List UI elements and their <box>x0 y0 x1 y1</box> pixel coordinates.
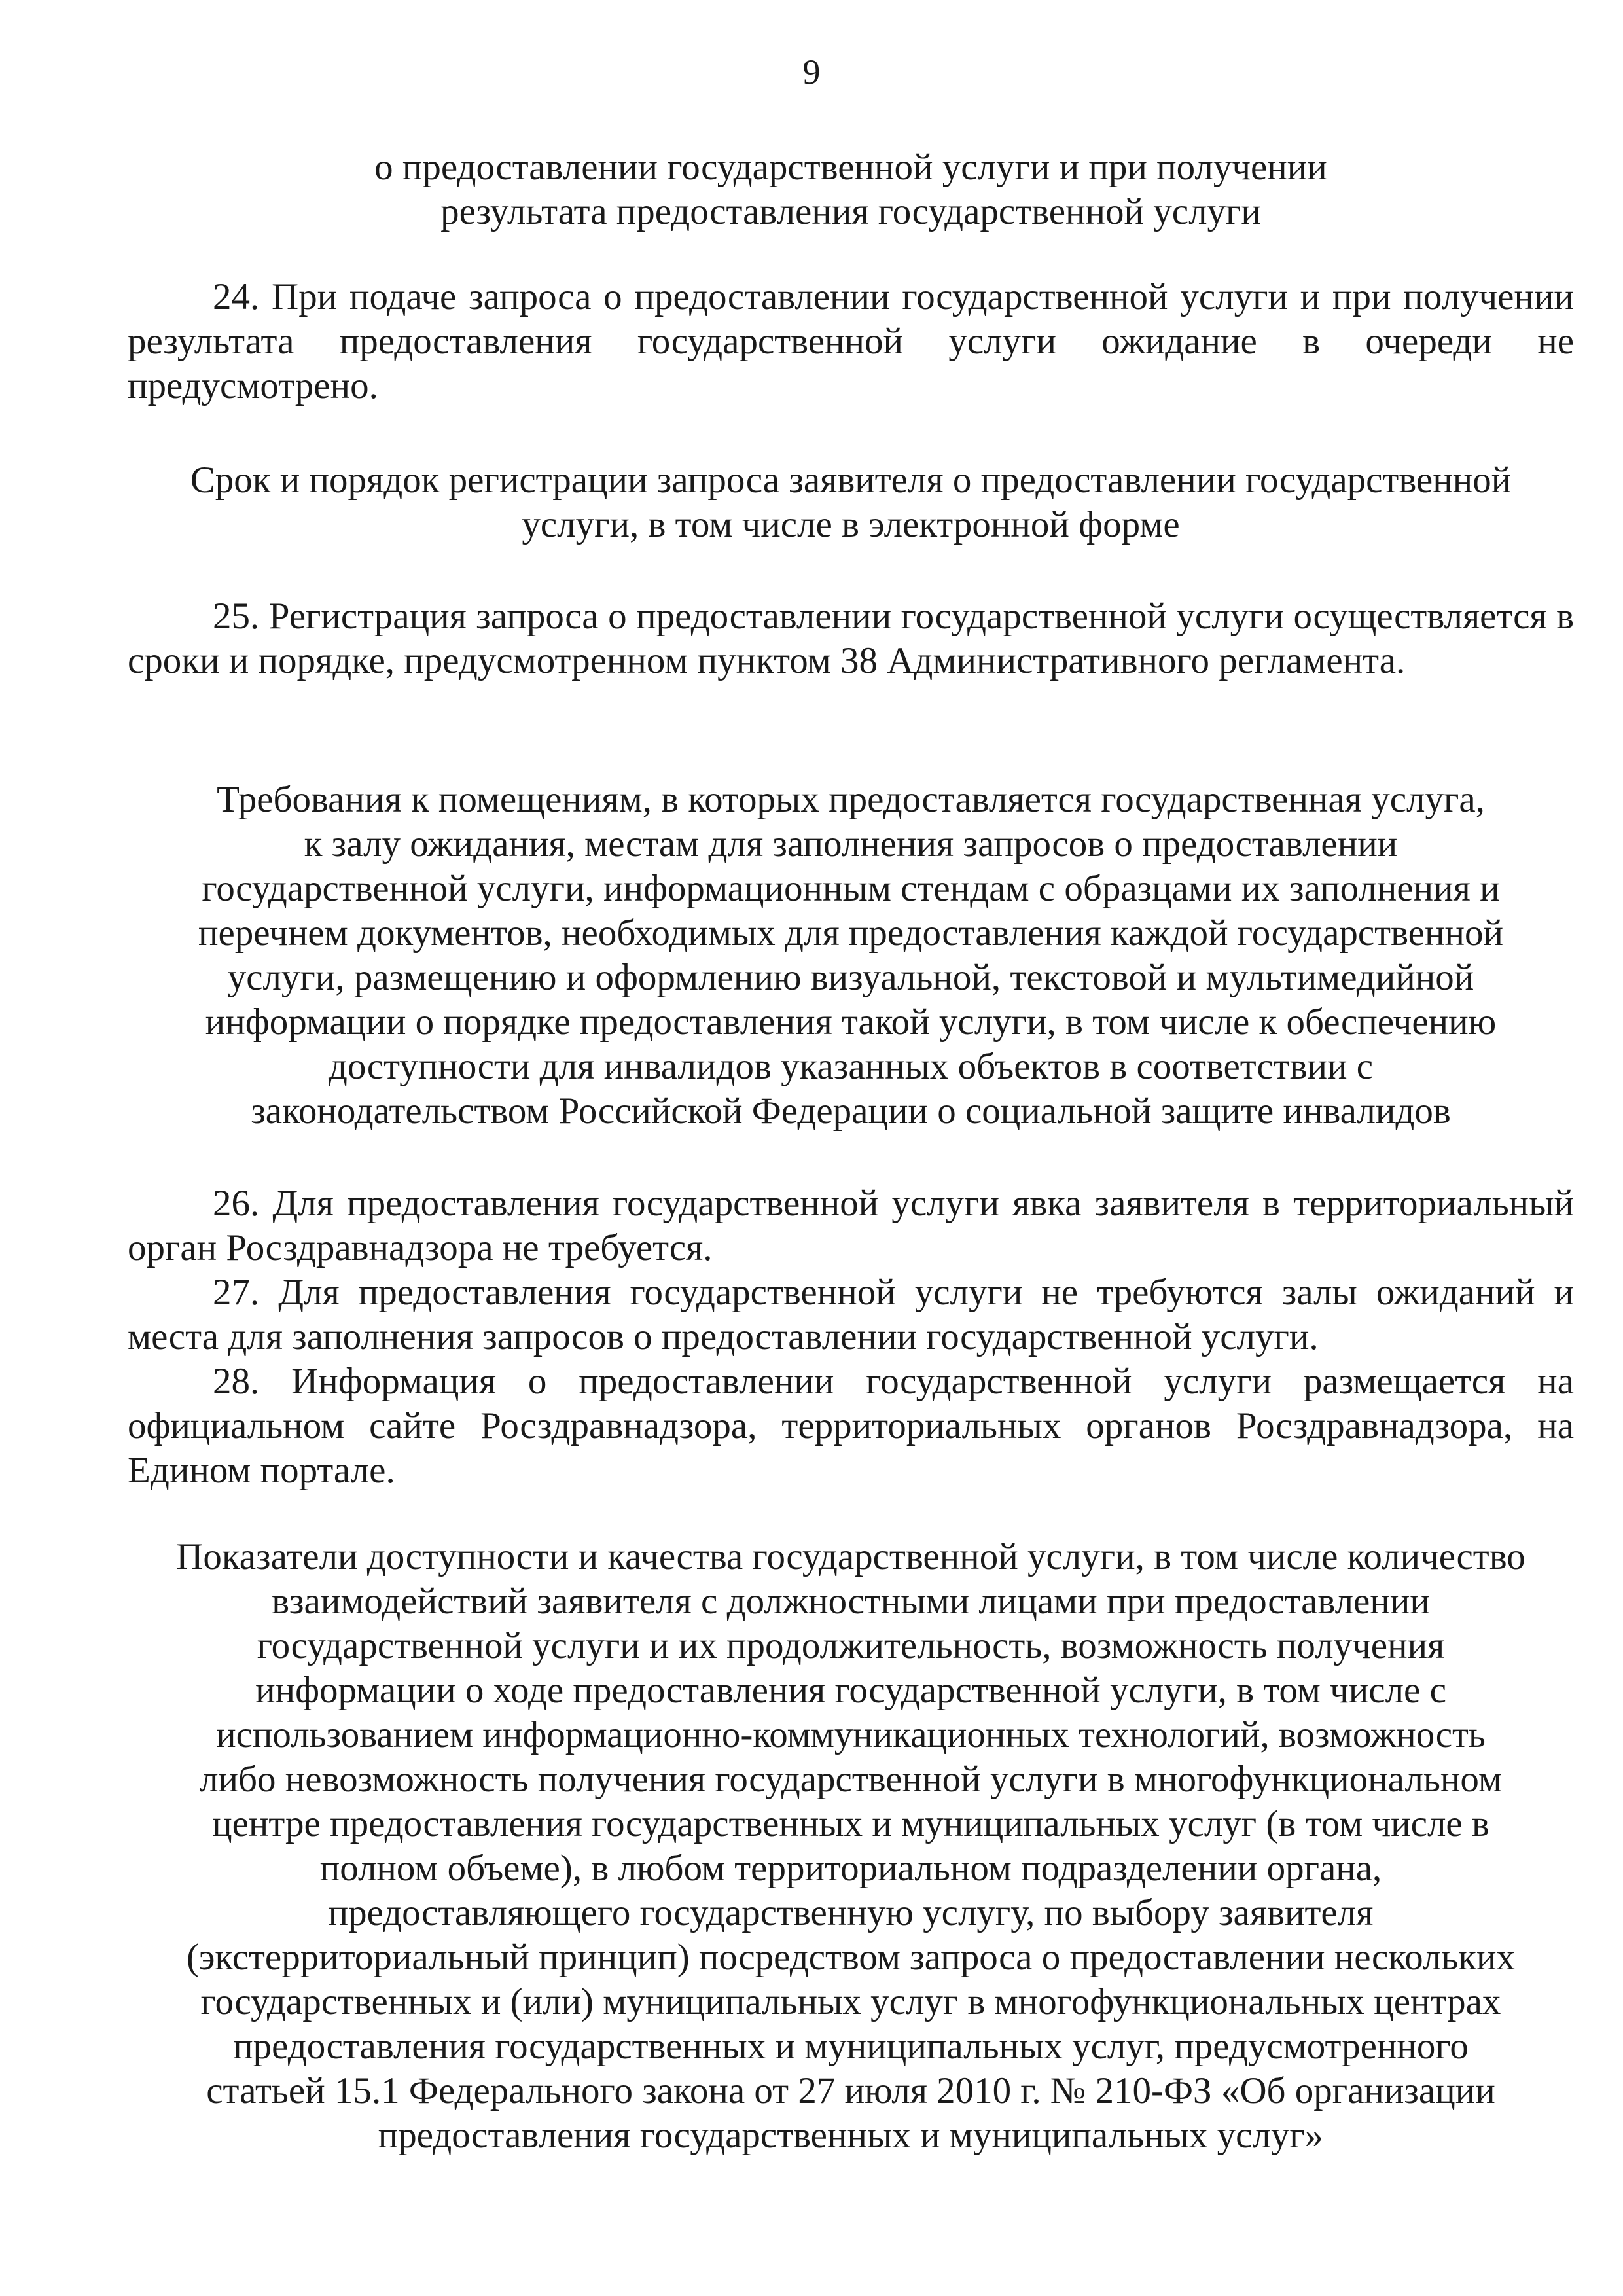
heading-line: информации о ходе предоставления государственной услуги, в том числе с <box>255 1670 1446 1711</box>
paragraph-24: 24. При подаче запроса о предоставлении государственной услуги и при получении результата предоставления государственной услуги ожидание в очереди не предусмотрено. <box>128 276 1574 406</box>
heading-line: предоставляющего государственную услугу, по выбору заявителя <box>328 1892 1374 1933</box>
heading-line: Показатели доступности и качества государственной услуги, в том числе количество <box>176 1536 1525 1577</box>
page-number: 9 <box>802 52 821 92</box>
heading-line: законодательством Российской Федерации о социальной защите инвалидов <box>251 1090 1451 1132</box>
heading-line: статьей 15.1 Федерального закона от 27 июля 2010 г. № 210-ФЗ «Об организации <box>206 2070 1495 2111</box>
heading-line: государственной услуги, информационным стендам с образцами их заполнения и <box>202 868 1500 909</box>
heading-line: либо невозможность получения государственной услуги в многофункциональном <box>200 1759 1502 1800</box>
heading-line: государственной услуги и их продолжительность, возможность получения <box>257 1625 1445 1666</box>
heading-line: Срок и порядок регистрации запроса заявителя о предоставлении государственной <box>190 459 1512 501</box>
heading-line: Требования к помещениям, в которых предоставляется государственная услуга, <box>217 779 1485 820</box>
heading-line: услуги, в том числе в электронной форме <box>522 504 1180 545</box>
heading-line: (экстерриториальный принцип) посредством запроса о предоставлении нескольких <box>186 1937 1515 1978</box>
paragraph-27: 27. Для предоставления государственной услуги не требуются залы ожиданий и места для заполнения запросов о предоставлении государственной услуги. <box>128 1272 1574 1357</box>
heading-line: услуги, размещению и оформлению визуальной, текстовой и мультимедийной <box>227 957 1474 998</box>
paragraph-28: 28. Информация о предоставлении государственной услуги размещается на официальном сайте Росздравнадзора, территориальных органов Росздравнадзора, на Едином портале. <box>128 1361 1574 1491</box>
heading-line: доступности для инвалидов указанных объектов в соответствии с <box>328 1046 1374 1087</box>
heading-line: к залу ожидания, местам для заполнения запросов о предоставлении <box>304 823 1398 865</box>
heading-line: взаимодействий заявителя с должностными лицами при предоставлении <box>272 1581 1430 1622</box>
heading-registration <box>128 458 1574 547</box>
heading-line: использованием информационно-коммуникационных технологий, возможность <box>216 1714 1486 1755</box>
heading-line: государственных и (или) муниципальных услуг в многофункциональных центрах <box>200 1981 1501 2022</box>
heading-indicators <box>128 1535 1574 2158</box>
heading-line: информации о порядке предоставления такой услуги, в том числе к обеспечению <box>205 1001 1497 1043</box>
heading-line: предоставления государственных и муниципальных услуг, предусмотренного <box>233 2026 1469 2067</box>
paragraph-26: 26. Для предоставления государственной услуги явка заявителя в территориальный орган Росздравнадзора не требуется. <box>128 1183 1574 1268</box>
heading-line: результата предоставления государственной услуги <box>440 191 1261 232</box>
heading-premises <box>128 778 1574 1134</box>
heading-line: центре предоставления государственных и муниципальных услуг (в том числе в <box>212 1803 1489 1844</box>
heading-line: перечнем документов, необходимых для предоставления каждой государственной <box>198 912 1503 954</box>
heading-queue <box>128 145 1574 234</box>
paragraphs-26-28 <box>128 1181 1574 1493</box>
heading-line: предоставления государственных и муниципальных услуг» <box>378 2115 1324 2156</box>
heading-line: о предоставлении государственной услуги и при получении <box>374 147 1327 188</box>
paragraph-25: 25. Регистрация запроса о предоставлении государственной услуги осуществляется в сроки и порядке, предусмотренном пунктом 38 Административного регламента. <box>128 596 1574 681</box>
heading-line: полном объеме), в любом территориальном подразделении органа, <box>319 1848 1382 1889</box>
